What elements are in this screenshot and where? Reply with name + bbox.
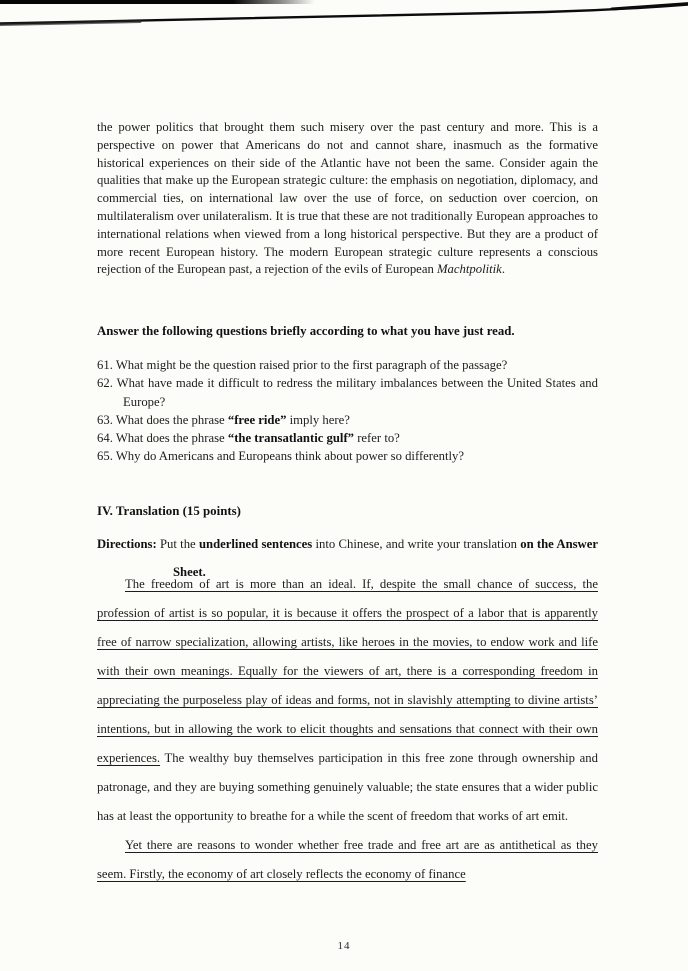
- reading-passage-paragraph: [97, 119, 598, 279]
- translation-paragraph-2: [97, 831, 598, 889]
- text-run: Directions:: [97, 537, 157, 551]
- question-number: 65.: [97, 449, 113, 464]
- text-run: the power politics that brought them such misery over the past century and more. This is a perspective on power that Americans do not and cannot share, inasmuch as the formative historical experiences on their side of the Atlantic have not been the same. Consider again the qualities that make up the European strategic culture: the emphasis on negotiation, diplomacy, and commercial ties, on international law over the use of force, on seduction over coercion, on multilateralism over unilateralism. It is true that these are not traditionally European approaches to international relations when viewed from a long historical perspective. But they are a product of more recent European history. The modern European strategic culture represents a conscious rejection of the European past, a rejection of the evils of European: [97, 120, 598, 277]
- text-run: into Chinese, and write your translation: [312, 537, 521, 551]
- text-run: Put the: [156, 537, 199, 551]
- question-item: [97, 411, 598, 429]
- text-run: “the transatlantic gulf”: [227, 431, 355, 446]
- question-number: 63.: [97, 412, 113, 427]
- text-run: What does the phrase: [115, 431, 228, 446]
- text-run: imply here?: [286, 412, 350, 427]
- section-iv-title: [97, 504, 598, 519]
- text-run: Machtpolitik: [436, 262, 502, 277]
- text-run: on the Answer Sheet.: [173, 537, 598, 579]
- question-item: [97, 356, 598, 374]
- page-number: 14: [337, 940, 351, 952]
- text-run: .: [501, 262, 505, 277]
- translation-passage: [97, 570, 598, 889]
- text-run: The wealthy buy themselves participation in this free zone through ownership and patronage, and they are buying something genuinely valuable; the state ensures that a wider public has at least the opportunity to breathe for a while the scent of freedom that works of art emit.: [97, 751, 598, 823]
- question-item: [97, 429, 598, 447]
- question-number: 62.: [97, 376, 113, 391]
- text-run: “free ride”: [227, 412, 287, 427]
- translation-paragraph-1: [97, 570, 598, 831]
- question-number: 61.: [97, 358, 113, 372]
- question-number: 64.: [97, 431, 113, 446]
- answer-instruction-text: Answer the following questions briefly according to what you have just read.: [97, 324, 515, 338]
- text-run: What have made it difficult to redress the military imbalances between the United States and Europe?: [116, 376, 598, 409]
- question-item: [97, 374, 598, 411]
- section-iv-title-text: IV. Translation (15 points): [97, 504, 241, 518]
- text-run: refer to?: [354, 431, 400, 446]
- text-run: Why do Americans and Europeans think about power so differently?: [115, 449, 465, 464]
- text-run: underlined sentences: [198, 537, 313, 551]
- reading-passage: [97, 119, 598, 279]
- scan-artifact-diagonal-line: [0, 0, 688, 30]
- text-run: What does the phrase: [115, 412, 228, 427]
- text-run: The freedom of art is more than an ideal. If, despite the small chance of success, the profession of artist is so popular, it is because it offers the prospect of a labor that is apparently free of narrow specialization, allowing artists, like heroes in the movies, to endow work and life with their own meanings. Equally for the viewers of art, there is a corresponding freedom in appreciating the purposeless play of ideas and forms, not in slavishly attempting to divine artists’ intentions, but in allowing the work to elicit thoughts and sensations that connect with their own experiences.: [97, 577, 598, 765]
- text-run: Yet there are reasons to wonder whether free trade and free art are as antithetical as they seem. Firstly, the economy of art closely reflects the economy of finance: [97, 838, 598, 881]
- text-run: What might be the question raised prior to the first paragraph of the passage?: [115, 358, 508, 372]
- question-list: [97, 356, 598, 466]
- question-item: [97, 447, 598, 465]
- answer-instruction: [97, 324, 598, 339]
